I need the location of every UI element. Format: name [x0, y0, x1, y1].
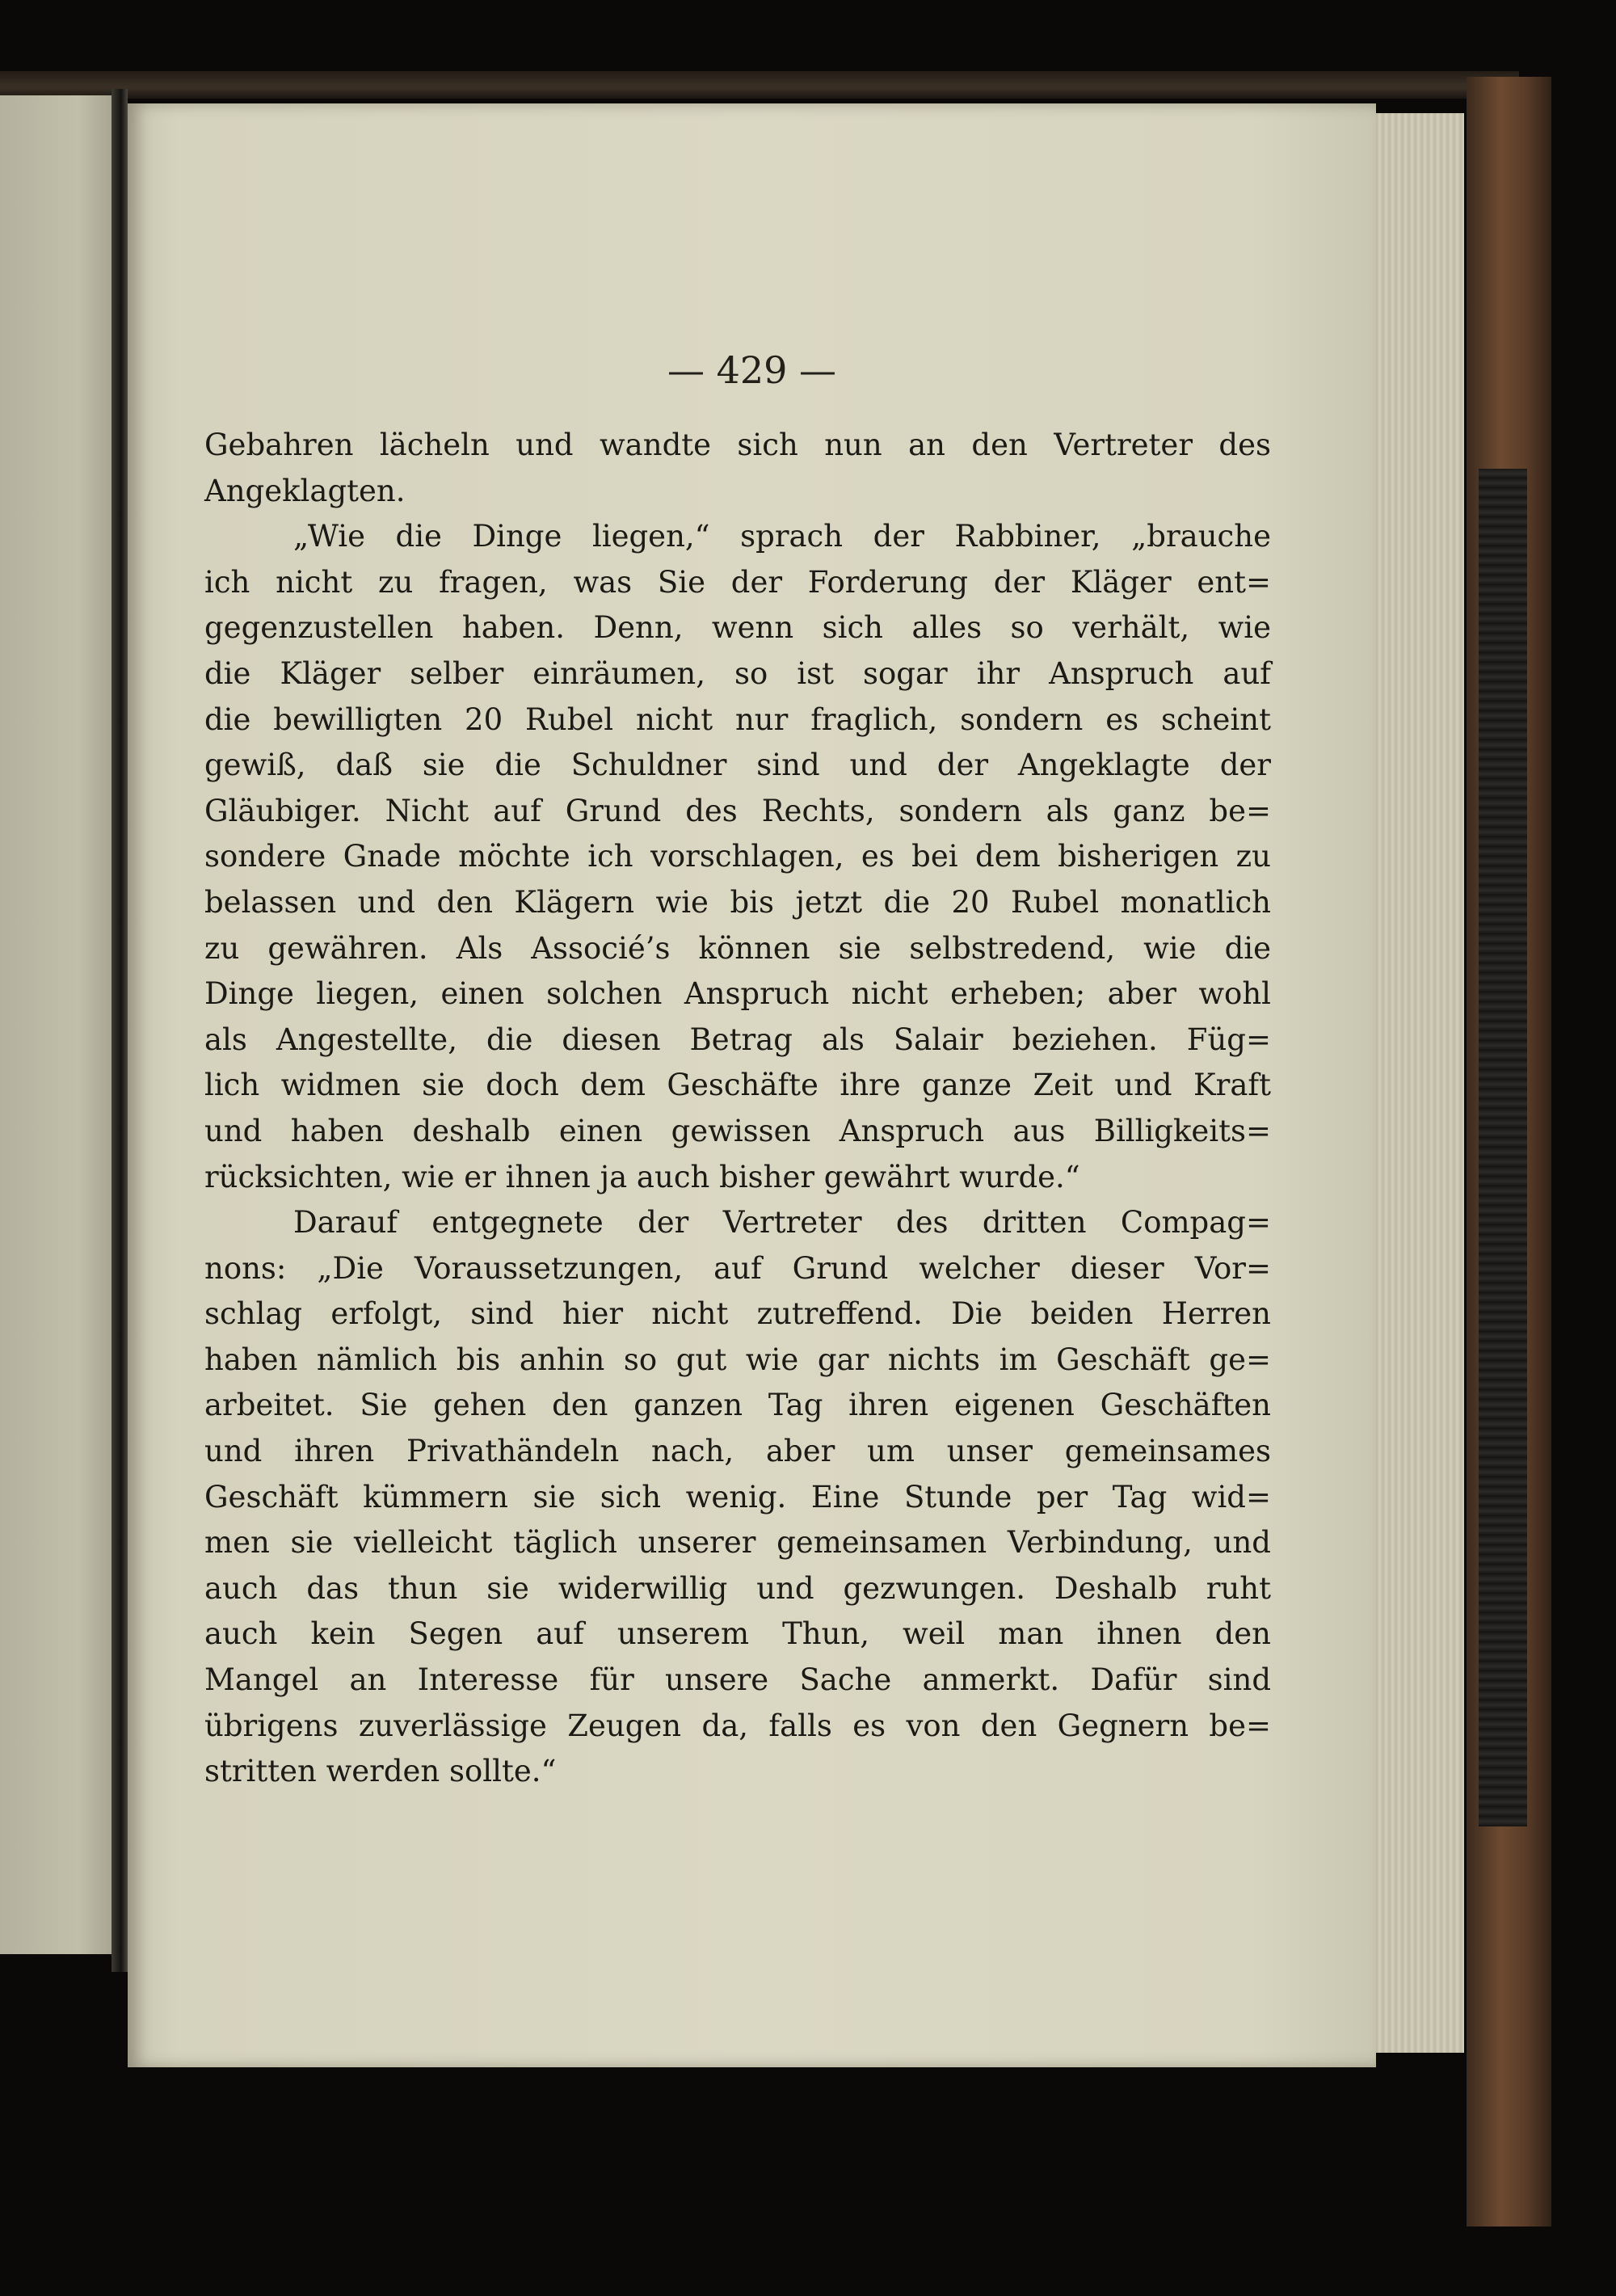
text-line: und haben deshalb einen gewissen Anspruch aus Billigkeits= — [204, 1113, 1271, 1148]
text-line: Geschäft kümmern sie sich wenig. Eine Stunde per Tag wid= — [204, 1479, 1271, 1515]
text-line: „Wie die Dinge liegen,“ sprach der Rabbiner, „brauche — [293, 519, 1271, 554]
page-block-edge — [1374, 113, 1464, 2053]
book-cover-top — [0, 71, 1519, 99]
text-line: sondere Gnade möchte ich vorschlagen, es bei dem bisherigen zu — [204, 839, 1271, 874]
text-line: stritten werden sollte.“ — [204, 1754, 557, 1789]
text-line: haben nämlich bis anhin so gut wie gar nichts im Geschäft ge= — [204, 1342, 1271, 1377]
text-line: schlag erfolgt, sind hier nicht zutreffend. Die beiden Herren — [204, 1296, 1271, 1332]
text-line: Dinge liegen, einen solchen Anspruch nicht erheben; aber wohl — [204, 976, 1271, 1012]
text-line: gewiß, daß sie die Schuldner sind und der Angeklagte der — [204, 748, 1271, 783]
page-number: — 429 — — [667, 348, 837, 392]
text-line: belassen und den Klägern wie bis jetzt die 20 Rubel monatlich — [204, 884, 1271, 920]
text-line: ich nicht zu fragen, was Sie der Forderung der Kläger ent= — [204, 564, 1271, 600]
text-line: arbeitet. Sie gehen den ganzen Tag ihren eigenen Geschäften — [204, 1388, 1271, 1423]
previous-page-edge — [0, 95, 112, 1954]
text-line: nons: „Die Voraussetzungen, auf Grund welcher dieser Vor= — [204, 1250, 1271, 1286]
body-text — [204, 423, 1271, 1795]
text-line: auch kein Segen auf unserem Thun, weil man ihnen den — [204, 1616, 1271, 1652]
text-line: Gläubiger. Nicht auf Grund des Rechts, sondern als ganz be= — [204, 793, 1271, 828]
text-line: Angeklagten. — [204, 473, 406, 508]
text-line: die Kläger selber einräumen, so ist sogar ihr Anspruch auf — [204, 655, 1271, 691]
text-line: die bewilligten 20 Rubel nicht nur fraglich, sondern es scheint — [204, 701, 1271, 737]
text-line: Mangel an Interesse für unsere Sache anmerkt. Dafür sind — [204, 1662, 1271, 1698]
text-line: men sie vielleicht täglich unserer gemeinsamen Verbindung, und — [204, 1525, 1271, 1561]
book-gutter — [112, 89, 128, 1972]
text-line: Darauf entgegnete der Vertreter des dritten Compag= — [293, 1205, 1271, 1241]
book-spine-cloth — [1479, 469, 1527, 1826]
text-line: und ihren Privathändeln nach, aber um unser gemeinsames — [204, 1434, 1271, 1469]
text-line: gegenzustellen haben. Denn, wenn sich alles so verhält, wie — [204, 610, 1271, 646]
text-line: rücksichten, wie er ihnen ja auch bisher gewährt wurde.“ — [204, 1159, 1080, 1194]
text-line: Gebahren lächeln und wandte sich nun an den Vertreter des — [204, 428, 1271, 462]
book-page — [128, 103, 1376, 2067]
text-line: übrigens zuverlässige Zeugen da, falls es von den Gegnern be= — [204, 1708, 1271, 1743]
text-line: zu gewähren. Als Associé’s können sie selbstredend, wie die — [204, 930, 1271, 966]
text-line: als Angestellte, die diesen Betrag als Salair beziehen. Füg= — [204, 1022, 1271, 1057]
text-line: auch das thun sie widerwillig und gezwungen. Deshalb ruht — [204, 1570, 1271, 1606]
text-line: lich widmen sie doch dem Geschäfte ihre ganze Zeit und Kraft — [204, 1068, 1271, 1103]
